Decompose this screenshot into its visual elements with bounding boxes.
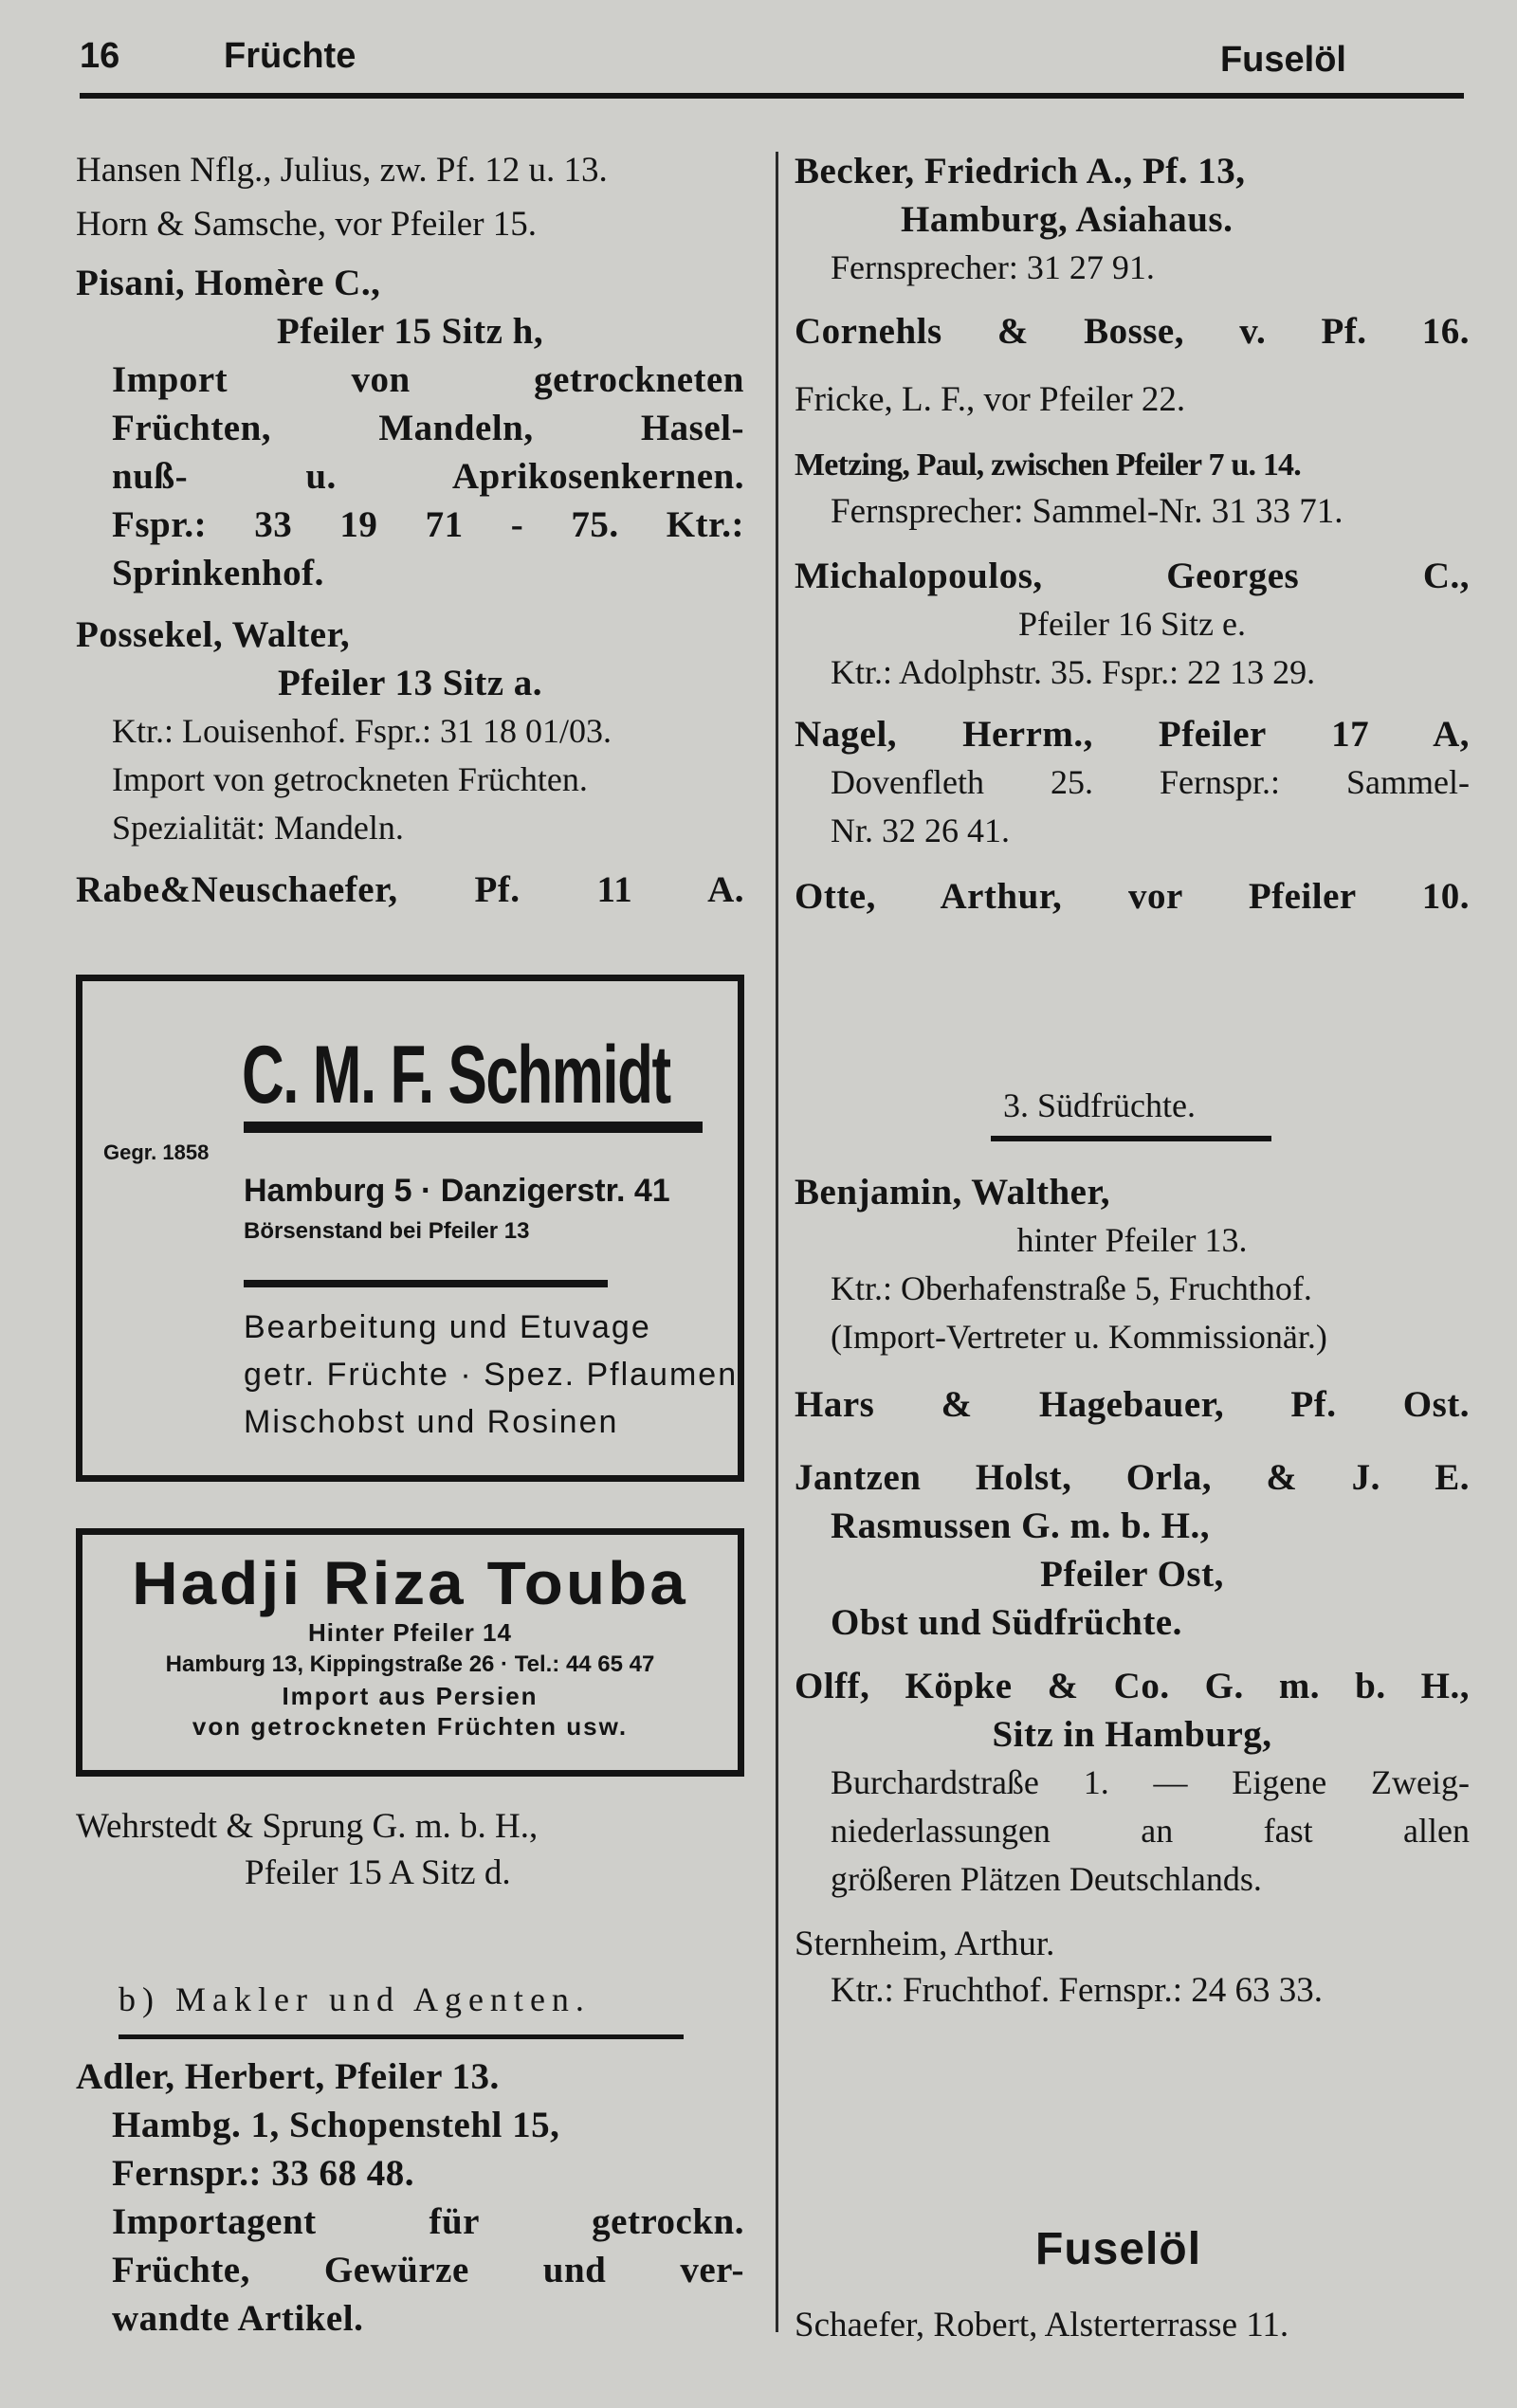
right-column-lower: [795, 1168, 1470, 2042]
section-rule: [119, 2034, 684, 2039]
entry-line: Hamburg, Asiahaus.: [901, 199, 1234, 240]
entry-fricke: [795, 376, 1470, 423]
section-rule: [991, 1136, 1271, 1141]
entry-name: Metzing, Paul, zwischen Pfeiler 7 u. 14.: [795, 447, 1301, 483]
entry-line: Früchte, Gewürze und ver-: [112, 2250, 744, 2290]
entry-benjamin: [795, 1168, 1470, 1361]
entry-hansen: [76, 147, 744, 193]
entry-line: Fernspr.: 33 68 48.: [112, 2153, 414, 2194]
entry-line: Import von getrockneten Früchten.: [112, 760, 588, 798]
entry-line: nuß- u. Aprikosenkernen.: [112, 456, 744, 497]
entry-line: Fernsprecher: Sammel-Nr. 31 33 71.: [831, 492, 1343, 531]
entry-line: Pfeiler 16 Sitz e.: [1018, 605, 1246, 643]
entry-name: Possekel, Walter,: [76, 614, 351, 655]
entry-name: Nagel, Herrm., Pfeiler 17 A,: [795, 714, 1470, 755]
entry-line: Ktr.: Louisenhof. Fspr.: 31 18 01/03.: [112, 712, 612, 750]
entry-name: Jantzen Holst, Orla, & J. E.: [795, 1457, 1470, 1498]
entry-nagel: [795, 710, 1470, 855]
entry-name: Benjamin, Walther,: [795, 1172, 1110, 1213]
entry-line: Ktr.: Oberhafenstraße 5, Fruchthof.: [831, 1269, 1312, 1307]
entry-line: Fernsprecher: 31 27 91.: [831, 248, 1155, 286]
left-column: [76, 147, 744, 942]
entry-line: Fspr.: 33 19 71 - 75. Ktr.:: [112, 504, 744, 545]
ad-address: Hamburg 13, Kippingstraße 26 · Tel.: 44 65 47: [165, 1651, 655, 1677]
ad-founded: Gegr. 1858: [103, 1140, 210, 1164]
entry-line: Pfeiler 15 A Sitz d.: [245, 1853, 511, 1892]
entry-michalopoulos: [795, 552, 1470, 697]
entry-line: Rasmussen G. m. b. H.,: [831, 1505, 1210, 1546]
entry-line: Sprinkenhof.: [112, 553, 324, 593]
entry-line: Pfeiler 15 Sitz h,: [276, 311, 544, 352]
ad-rule: [244, 1122, 703, 1133]
entry-line: hinter Pfeiler 13.: [1016, 1221, 1248, 1259]
entry-schaefer: [795, 2302, 1470, 2348]
entry-becker: [795, 147, 1470, 292]
section-heading-fuselol: Fuselöl: [1035, 2224, 1202, 2274]
ad-service-line: Mischobst und Rosinen: [244, 1404, 619, 1440]
section-title: Früchte: [224, 36, 356, 76]
entry-name: Otte, Arthur, vor Pfeiler 10.: [795, 876, 1470, 917]
entry-line: wandte Artikel.: [112, 2298, 364, 2339]
entry-name: Sternheim, Arthur.: [795, 1925, 1055, 1963]
entry-cornehls: [795, 307, 1470, 356]
entry-line: Pfeiler 13 Sitz a.: [277, 663, 543, 703]
right-column: [795, 147, 1470, 949]
ad-service-line: Bearbeitung und Etuvage: [244, 1309, 651, 1345]
entry-jantzen: [795, 1453, 1470, 1647]
entry-name: Rabe&Neuschaefer, Pf. 11 A.: [76, 869, 744, 910]
ad-address: Hamburg 5 · Danzigerstr. 41: [244, 1173, 670, 1209]
ad-brand: C. M. F. Schmidt: [242, 1030, 670, 1121]
ad-brand: Hadji Riza Touba: [132, 1549, 688, 1617]
entry-name: Olff, Köpke & Co. G. m. b. H.,: [795, 1666, 1470, 1706]
entry-line: Pfeiler Ost,: [1040, 1554, 1224, 1595]
ad-tagline: Import aus Persien: [282, 1682, 539, 1710]
entry-name: Hars & Hagebauer, Pf. Ost.: [795, 1384, 1470, 1425]
entry-line: Ktr.: Adolphstr. 35. Fspr.: 22 13 29.: [831, 653, 1316, 691]
entry-possekel: [76, 611, 744, 852]
ad-rule: [244, 1280, 608, 1287]
ad-tagline: von getrockneten Früchten usw.: [192, 1712, 629, 1741]
entry-name: Schaefer, Robert, Alsterterrasse 11.: [795, 2306, 1289, 2344]
entry-name: Pisani, Homère C.,: [76, 263, 381, 303]
entry-name: Adler, Herbert, Pfeiler 13.: [76, 2056, 500, 2097]
entry-horn: [76, 201, 744, 247]
entry-line: niederlassungen an fast allen: [831, 1812, 1470, 1850]
ad-service-line: getr. Früchte · Spez. Pflaumen: [244, 1357, 739, 1393]
entry-line: Früchten, Mandeln, Hasel-: [112, 408, 744, 448]
entry-line: Horn & Samsche, vor Pfeiler 15.: [76, 205, 538, 244]
entry-name: Cornehls & Bosse, v. Pf. 16.: [795, 311, 1470, 352]
entry-line: Hansen Nflg., Julius, zw. Pf. 12 u. 13.: [76, 151, 608, 190]
ad-services: [244, 1304, 738, 1446]
entry-pisani: [76, 259, 744, 597]
entry-line: Nr. 32 26 41.: [831, 812, 1010, 849]
entry-name: Wehrstedt & Sprung G. m. b. H.,: [76, 1807, 539, 1846]
entry-line: Importagent für getrockn.: [112, 2201, 744, 2242]
entry-line: Ktr.: Fruchthof. Fernspr.: 24 63 33.: [831, 1971, 1324, 2010]
entry-line: Obst und Südfrüchte.: [831, 1602, 1182, 1643]
entry-line: größeren Plätzen Deutschlands.: [831, 1860, 1262, 1898]
entry-wehrstedt: [76, 1803, 744, 1896]
ad-stand: Börsenstand bei Pfeiler 13: [244, 1218, 530, 1244]
entry-olff: [795, 1662, 1470, 1904]
header-rule: [80, 93, 1464, 99]
ad-location: Hinter Pfeiler 14: [308, 1618, 512, 1647]
entry-line: Hambg. 1, Schopenstehl 15,: [112, 2105, 560, 2145]
ad-touba: [76, 1528, 744, 1777]
entry-metzing: [795, 442, 1470, 535]
entry-name: Becker, Friedrich A., Pf. 13,: [795, 151, 1246, 192]
page-number: 16: [80, 36, 120, 76]
entry-name: Fricke, L. F., vor Pfeiler 22.: [795, 380, 1186, 419]
entry-sternheim: [795, 1921, 1470, 2014]
entry-otte: [795, 872, 1470, 921]
column-divider: [776, 152, 778, 2332]
entry-rabe: [76, 866, 744, 914]
section-heading-makler: b) Makler und Agenten.: [119, 1980, 591, 2018]
page-header: [80, 32, 1460, 80]
entry-line: Spezialität: Mandeln.: [112, 809, 404, 847]
entry-line: Dovenfleth 25. Fernspr.: Sammel-: [831, 763, 1470, 801]
entry-adler: [76, 2052, 744, 2343]
entry-name: Michalopoulos, Georges C.,: [795, 556, 1470, 596]
entry-hars: [795, 1380, 1470, 1429]
entry-line: Sitz in Hamburg,: [992, 1714, 1272, 1755]
running-keyword: Fuselöl: [1219, 40, 1346, 80]
entry-line: Import von getrockneten: [112, 359, 744, 400]
entry-line: Burchardstraße 1. — Eigene Zweig-: [831, 1763, 1470, 1801]
section-heading-suedfruechte: 3. Südfrüchte.: [1003, 1086, 1196, 1124]
entry-line: (Import-Vertreter u. Kommissionär.): [831, 1318, 1327, 1356]
ad-schmidt: [76, 975, 744, 1482]
